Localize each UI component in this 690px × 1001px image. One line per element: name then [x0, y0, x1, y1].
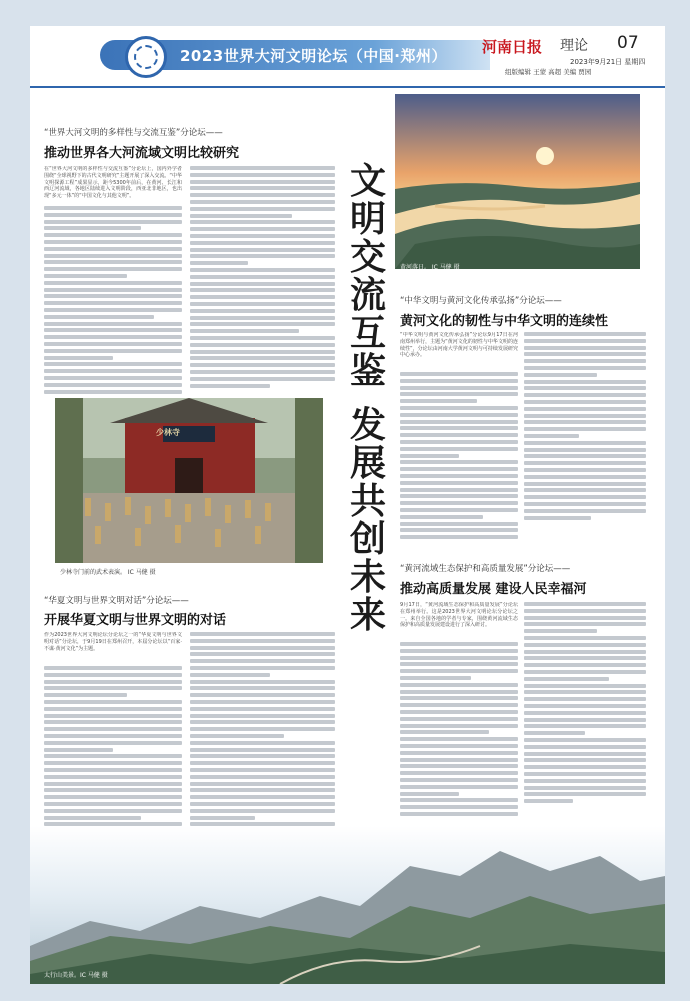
editor-credits: 组版编辑 王蒙 高超 美编 贾园 [505, 68, 592, 76]
page-number: 07 [617, 33, 639, 53]
forum-title: 2023世界大河文明论坛（中国·郑州） [180, 47, 447, 65]
issue-date: 2023年9月21日 星期四 [570, 58, 646, 66]
article4-column-1 [400, 602, 518, 827]
vertical-headline-line2: 发展共创未来 [349, 404, 386, 636]
article4-body: 9月17日，“黄河流域生态保护和高质量发展”分论坛在郑州举行。这是2023世界大河文明论坛分论坛之一。来自全国各地的学者与专家，围绕黄河流域生态保护和高质量发展建设进行了深入研讨。 [400, 602, 518, 629]
vertical-headline [343, 162, 393, 390]
article4-kicker: “黄河流域生态保护和高质量发展”分论坛—— [400, 564, 571, 574]
article2-kicker: “华夏文明与世界文明对话”分论坛—— [44, 596, 189, 606]
article1-title: 推动世界各大河流域文明比较研究 [44, 146, 240, 161]
article3-body: “中华文明与黄河文化传承弘扬”分论坛9月17日在河南郑州举行，主题为“黄河文化的韧性与中华文明的连续性”，分论坛由河南大学黄河文明与可持续发展研究中心承办。 [400, 332, 518, 359]
river-photo-caption: 黄河落日。 IC 马健 摄 [400, 264, 460, 271]
section-name: 理论 [560, 38, 588, 54]
article2-body: 作为2023世界大河文明论坛分论坛之一的“华夏文明与世界文明对话”分论坛，于9月19日在郑州召开，本届分论坛以“百家·不谋·黄河文化”为主题。 [44, 632, 182, 652]
article4-column-2 [524, 602, 646, 827]
newspaper-page [30, 26, 665, 984]
shaolin-temple-photo [55, 398, 323, 563]
article4-title: 推动高质量发展 建设人民幸福河 [400, 582, 587, 597]
taihang-mountain-photo [30, 826, 665, 984]
article1-kicker: “世界大河文明的多样性与交流互鉴”分论坛—— [44, 128, 223, 138]
article3-column-2 [524, 332, 646, 547]
vertical-headline-line1: 文明交流互鉴 [349, 160, 386, 392]
forum-logo-icon [125, 36, 167, 78]
newspaper-name: 河南日报 [482, 38, 543, 56]
temple-photo-caption: 少林寺门前的武术表演。 IC 马健 摄 [60, 569, 156, 576]
page-header [30, 26, 665, 88]
article2-column-1 [44, 632, 182, 850]
article3-title: 黄河文化的韧性与中华文明的连续性 [400, 314, 609, 329]
header-divider [30, 86, 665, 88]
mountain-photo-caption: 太行山美景。IC 马健 摄 [44, 972, 108, 979]
article1-body: 在“世界大河文明的多样性与交流互鉴”分论坛上，国内外学者围绕“全球视野下的古代文明研究”主题开展了深入交流。“中华文明探源工程”成果显示，距今5300年前后，在黄河、长江和西辽河流域，各地区陆续进入文明阶段，西亚北非地区，也出现“多元一体”的“中国文化与其他文明”。 [44, 166, 182, 200]
article2-column-2 [190, 632, 335, 850]
article1-column-2 [190, 166, 335, 401]
article3-column-1 [400, 332, 518, 547]
article3-kicker: “中华文明与黄河文化传承弘扬”分论坛—— [400, 296, 562, 306]
vertical-headline-2 [343, 406, 393, 634]
article2-title: 开展华夏文明与世界文明的对话 [44, 613, 227, 628]
article1-column-1 [44, 166, 182, 401]
temple-sign: 少林寺 [156, 428, 180, 437]
river-sunset-photo [395, 94, 640, 269]
